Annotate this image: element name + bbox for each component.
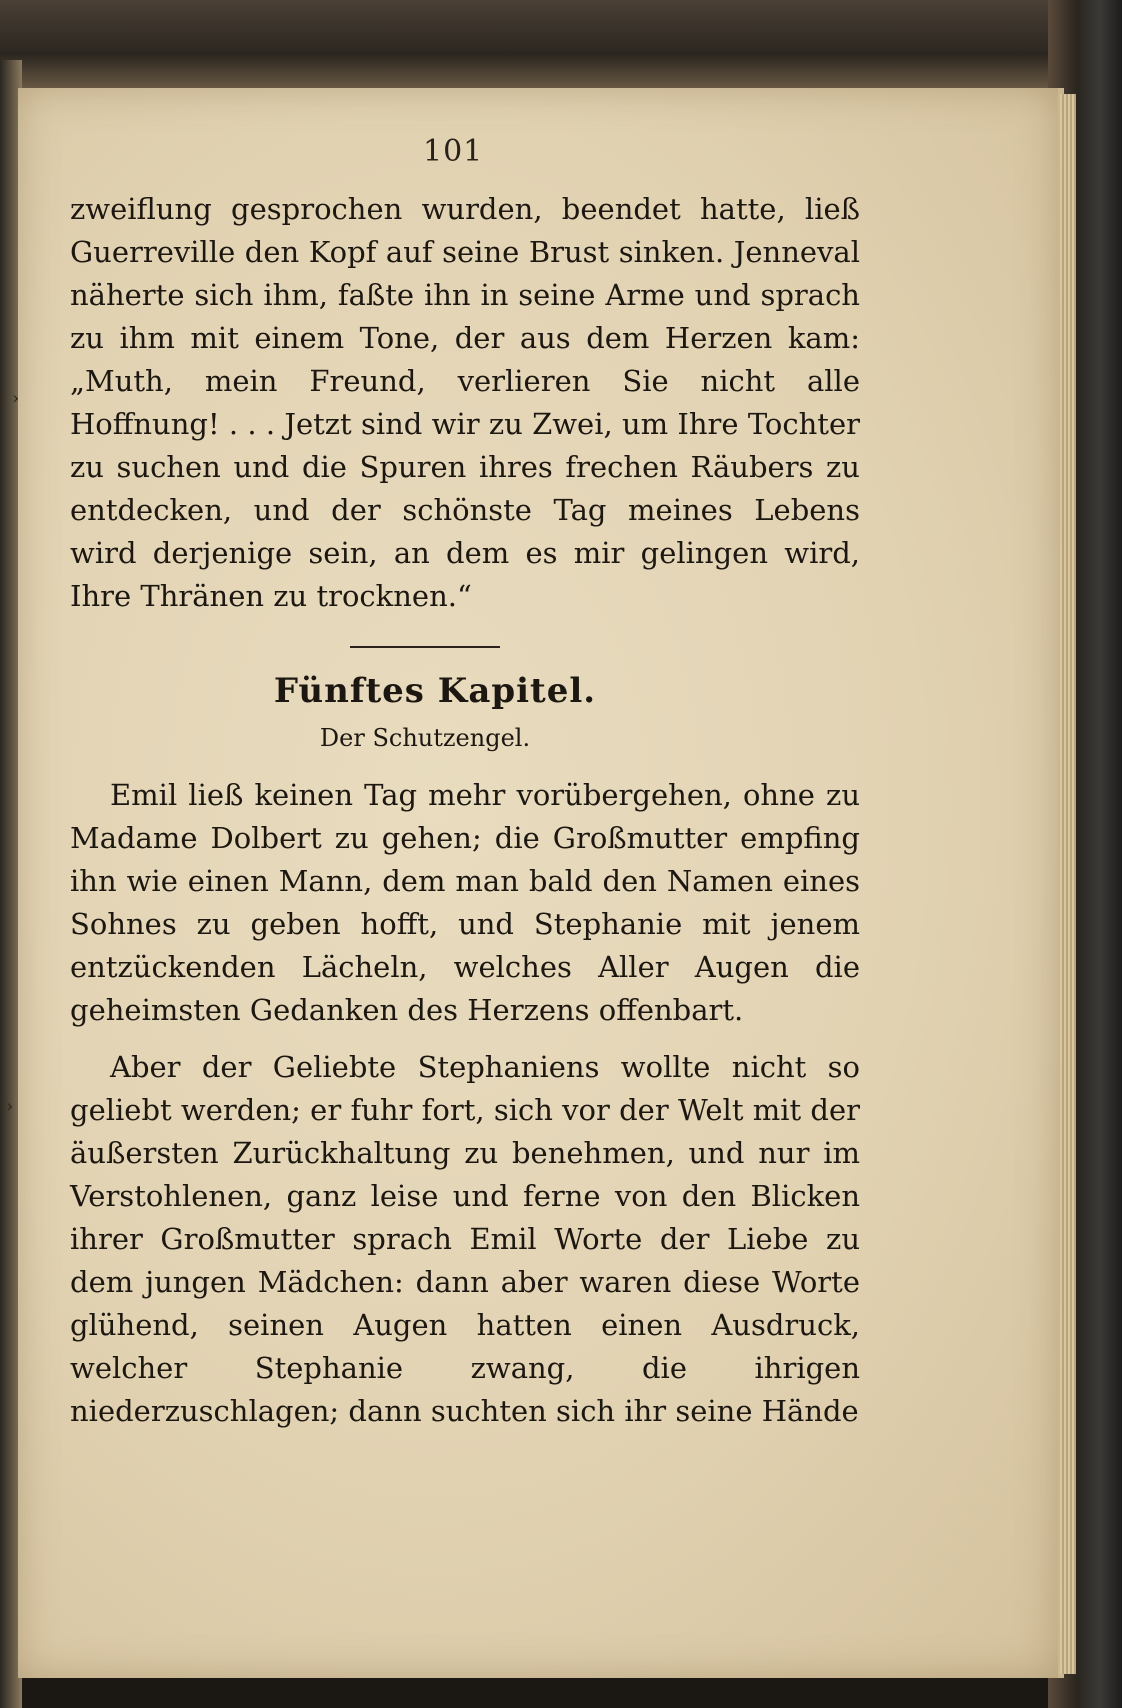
margin-mark: › xyxy=(6,1096,14,1117)
book-page xyxy=(6,88,1064,1678)
margin-mark: › xyxy=(12,388,20,409)
page-edge xyxy=(1060,94,1076,1674)
chapter-subtitle: Der Schutzengel. xyxy=(319,724,531,752)
page-text xyxy=(70,188,860,1433)
top-paragraph: zweiflung gesprochen wurden, beendet hatte, ließ Guerreville den Kopf auf seine Brust sinken. Jenneval näherte sich ihm, faßte ihn in seine Arme und sprach zu ihm mit einem Tone, der aus dem Herzen kam: „Muth, mein Freund, verlieren Sie nicht alle Hoffnung! . . . Jetzt sind wir zu Zwei, um Ihre Tochter zu suchen und die Spuren ihres frechen Räubers zu entdecken, und der schönste Tag meines Lebens wird derjenige sein, an dem es mir gelingen wird, Ihre Thränen zu trocknen.“ xyxy=(70,192,860,613)
book-cover-top xyxy=(0,0,1122,90)
page-number: 101 xyxy=(423,134,484,169)
section-divider xyxy=(350,646,500,648)
paragraph: Emil ließ keinen Tag mehr vorübergehen, ohne zu Madame Dolbert zu gehen; die Großmutter empfing ihn wie einen Mann, dem man bald den Namen eines Sohnes zu geben hofft, und Stephanie mit jenem entzückenden Lächeln, welches Aller Augen die geheimsten Gedanken des Herzens offenbart. xyxy=(70,778,860,1027)
paragraph: Aber der Geliebte Stephaniens wollte nicht so geliebt werden; er fuhr fort, sich vor der Welt mit der äußersten Zurückhaltung zu benehmen, und nur im Verstohlenen, ganz leise und ferne von den Blicken ihrer Großmutter sprach Emil Worte der Liebe zu dem jungen Mädchen: dann aber waren diese Worte glühend, seinen Augen hatten einen Ausdruck, welcher Stephanie zwang, die ihrigen niederzuschlagen; dann suchten sich ihr seine Hände xyxy=(70,1050,860,1428)
chapter-title: Fünftes Kapitel. xyxy=(273,671,597,711)
